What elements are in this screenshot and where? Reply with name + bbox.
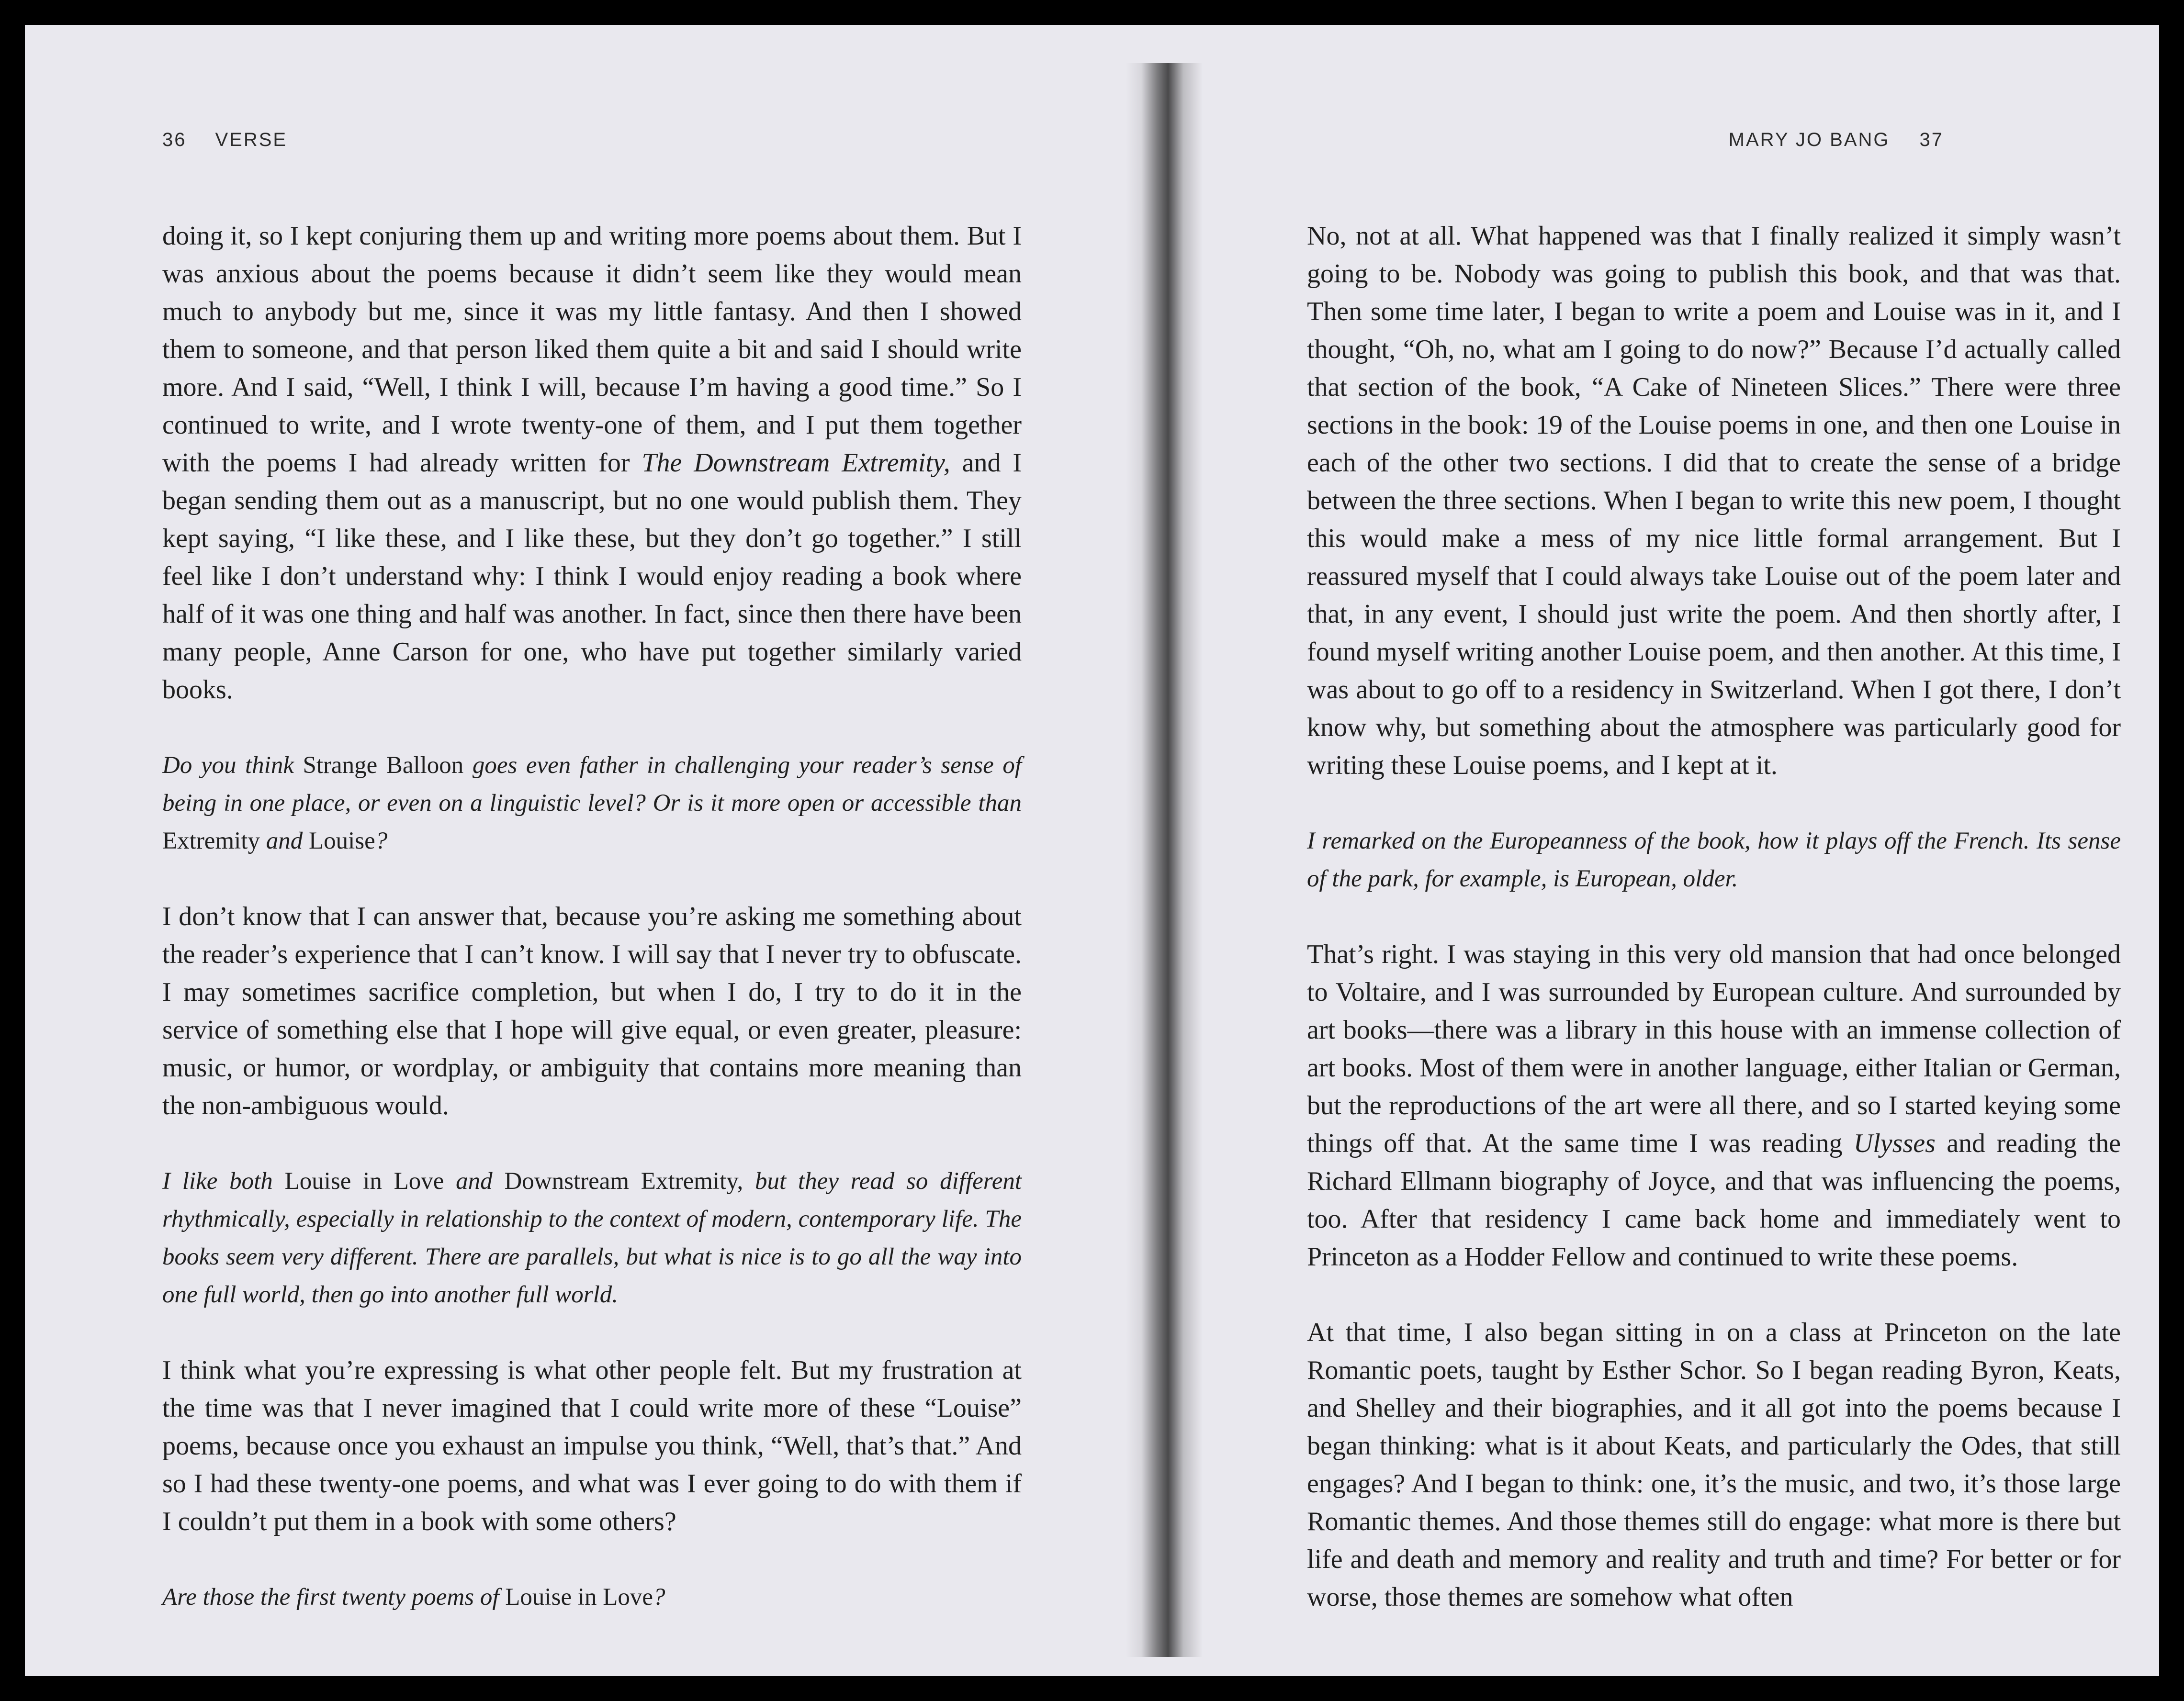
- roman-text: Louise in Love: [505, 1584, 653, 1611]
- roman-text: and reading the Richard Ellmann biography of Joyce, and that was influencing the poems, too. After that residency I came back home and immediately went to Princeton as a Hodder Fellow and continued to write these poems.: [1307, 1129, 2121, 1272]
- interview-answer: [1307, 1314, 2121, 1616]
- interview-question: [162, 1163, 1022, 1314]
- page-number-left: 36: [162, 129, 187, 150]
- roman-text: At that time, I also began sitting in on a class at Princeton on the late Romantic poets, taught by Esther Schor. So I began reading Byron, Keats, and Shelley and their biographies, and it all got into the poems because I began thinking: what is it about Keats, and particularly the Odes, that still engages? And I began to think: one, it’s the music, and two, it’s those large Romantic themes. And those themes still do engage: what more is there but life and death and memory and reality and truth and time? For better or for worse, those themes are somehow what often: [1307, 1318, 2121, 1612]
- page-number-right: 37: [1919, 129, 1944, 150]
- roman-text: Louise: [308, 828, 375, 854]
- roman-text: and I began sending them out as a manuscript, but no one would publish them. They kept saying, “I like these, and I like these, but they don’t go together.” I still feel like I don’t understand why: I think I would enjoy reading a book where half of it was one thing and half was another. In fact, since then there have been many people, Anne Carson for one, who have put together similarly varied books.: [162, 448, 1022, 705]
- book-gutter-shadow: [1126, 63, 1203, 1657]
- italic-text: and: [259, 828, 309, 854]
- author-name: MARY JO BANG: [1728, 129, 1890, 150]
- left-running-head: [162, 129, 287, 151]
- left-page: [25, 25, 1126, 1676]
- roman-text: That’s right. I was staying in this very old mansion that had once belonged to Voltaire, and I was surrounded by European culture. And surrounded by art books—there was a library in this house with an immense collection of art books. Most of them were in another language, either Italian or German, but the reproductions of the art were all there, and so I started keying some things off that. At the same time I was reading: [1307, 940, 2121, 1158]
- interview-answer: [162, 1352, 1022, 1541]
- interview-answer: [1307, 217, 2121, 784]
- roman-text: Strange Balloon: [303, 752, 464, 779]
- roman-text: Downstream Extremity,: [504, 1168, 743, 1195]
- interview-question: [1307, 822, 2121, 898]
- left-text-block: [162, 217, 1022, 1616]
- italic-text: goes even father in challenging your reader’s sense of being in one place, or even on a linguistic level? Or is it more open or accessible than: [162, 752, 1022, 817]
- italic-text: and: [444, 1168, 505, 1195]
- roman-text: doing it, so I kept conjuring them up and writing more poems about them. But I was anxious about the poems because it didn’t seem like they would mean much to anybody but me, since it was my little fantasy. And then I showed them to someone, and that person liked them quite a bit and said I should write more. And I said, “Well, I think I will, because I’m having a good time.” So I continued to write, and I wrote twenty-one of them, and I put them together with the poems I had already written for: [162, 221, 1022, 478]
- right-running-head: [1729, 129, 1944, 151]
- italic-text: Do you think: [162, 752, 303, 779]
- italic-text: but they read so different rhythmically, especially in relationship to the context of modern, contemporary life. The books seem very different. There are parallels, but what is nice is to go all the way into one full world, then go into another full world.: [162, 1168, 1022, 1308]
- section-title: VERSE: [215, 129, 288, 150]
- interview-question: [162, 1578, 1022, 1616]
- roman-text: Extremity: [162, 828, 260, 854]
- book-spread: [25, 25, 2159, 1676]
- italic-text: Ulysses: [1853, 1129, 1936, 1158]
- roman-text: No, not at all. What happened was that I finally realized it simply wasn’t going to be. Nobody was going to publish this book, and that was that. Then some time later, I began to write a poem and Louise was in it, and I thought, “Oh, no, what am I going to do now?” Because I’d actually called that section of the book, “A Cake of Nineteen Slices.” There were three sections in the book: 19 of the Louise poems in one, and then one Louise in each of the other two sections. I did that to create the sense of a bridge between the three sections. When I began to write this new poem, I thought this would make a mess of my nice little formal arrangement. But I reassured myself that I could always take Louise out of the poem later and that, in any event, I should just write the poem. And then shortly after, I found myself writing another Louise poem, and then another. At this time, I was about to go off to a residency in Switzerland. When I got there, I don’t know why, but something about the atmosphere was particularly good for writing these Louise poems, and I kept at it.: [1307, 221, 2121, 780]
- interview-answer: [162, 217, 1022, 709]
- italic-text: ?: [375, 828, 388, 854]
- roman-text: Louise in Love: [284, 1168, 444, 1195]
- italic-text: I like both: [162, 1168, 285, 1195]
- right-page: [1203, 25, 2159, 1676]
- roman-text: I don’t know that I can answer that, because you’re asking me something about the reader’s experience that I can’t know. I will say that I never try to obfuscate. I may sometimes sacrifice completion, but when I do, I try to do it in the service of something else that I hope will give equal, or even greater, pleasure: music, or humor, or wordplay, or ambiguity that contains more meaning than the non-ambiguous would.: [162, 902, 1022, 1120]
- italic-text: Are those the first twenty poems of: [162, 1584, 506, 1611]
- interview-answer: [162, 898, 1022, 1125]
- interview-answer: [1307, 936, 2121, 1276]
- roman-text: I think what you’re expressing is what other people felt. But my frustration at the time was that I never imagined that I could write more of these “Louise” poems, because once you exhaust an impulse you think, “Well, that’s that.” And so I had these twenty-one poems, and what was I ever going to do with them if I couldn’t put them in a book with some others?: [162, 1355, 1022, 1536]
- italic-text: I remarked on the Europeanness of the book, how it plays off the French. Its sense of the park, for example, is European, older.: [1307, 828, 2121, 892]
- italic-text: The Downstream Extremity,: [642, 448, 950, 478]
- right-text-block: [1307, 217, 2121, 1616]
- italic-text: ?: [653, 1584, 665, 1611]
- interview-question: [162, 747, 1022, 860]
